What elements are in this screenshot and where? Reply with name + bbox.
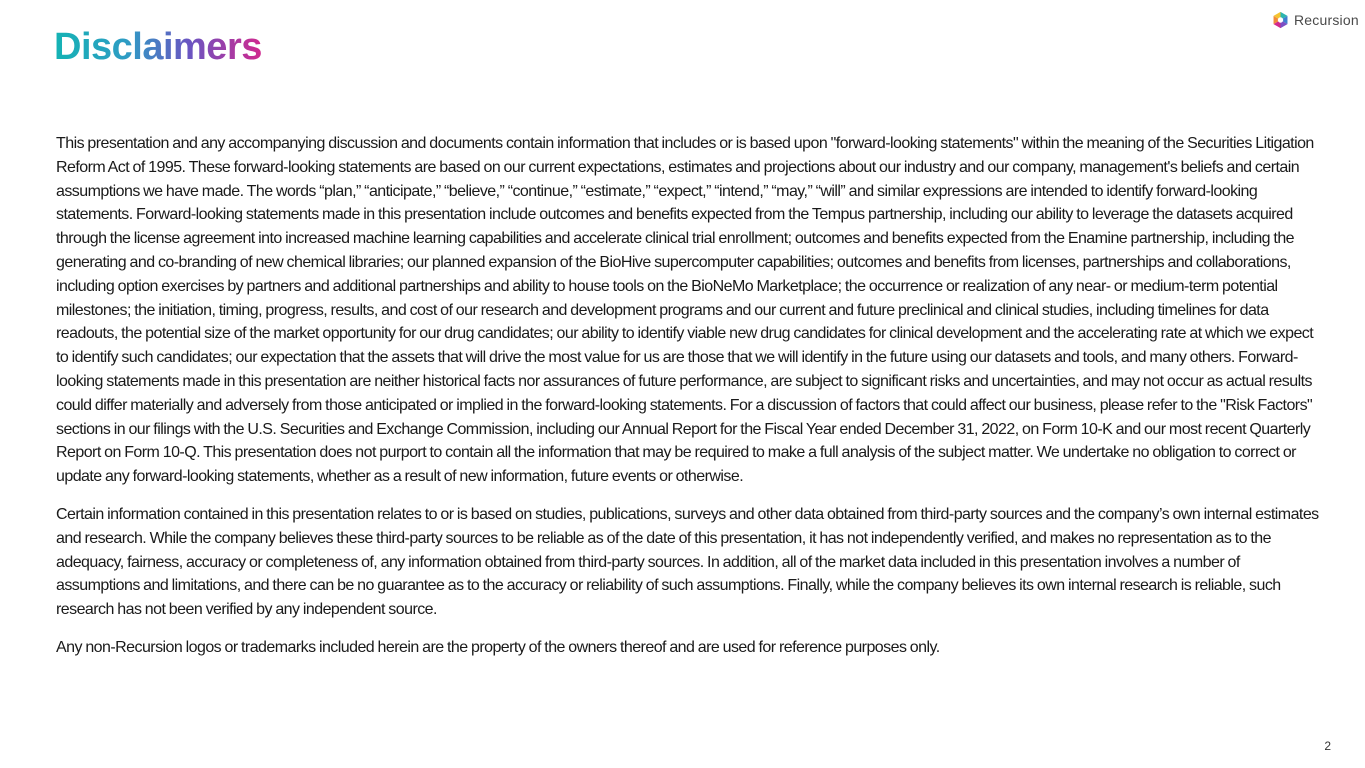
trademark-paragraph: Any non-Recursion logos or trademarks included herein are the property of the owners thereof and are used for reference purposes only. (56, 638, 940, 656)
page-number: 2 (1324, 739, 1331, 753)
recursion-hexagon-logo-icon (1272, 11, 1289, 29)
third-party-data-paragraph: Certain information contained in this presentation relates to or is based on studies, publications, surveys and other data obtained from third-party sources and the company’s own internal estimates and research. While the company believes these third-party sources to be reliable as of the date of this presentation, it has not independently verified, and makes no representation as to the adequacy, fairness, accuracy or completeness of, any information obtained from third-party sources. In addition, all of the market data included in this presentation involves a number of assumptions and limitations, and there can be no guarantee as to the accuracy or reliability of such assumptions. Finally, while the company believes its own internal research is reliable, such research has not been verified by any independent source. (56, 505, 1319, 619)
page-title: Disclaimers (54, 26, 262, 68)
recursion-logo (1272, 11, 1359, 29)
disclaimer-body (56, 132, 1324, 674)
forward-looking-paragraph: This presentation and any accompanying discussion and documents contain information that includes or is based upon "forward-looking statements" within the meaning of the Securities Litigation Reform Act of 1995. These forward-looking statements are based on our current expectations, estimates and projections about our industry and our company, management's beliefs and certain assumptions we have made. The words “plan,” “anticipate,” “believe,” “continue,” “estimate,” “expect,” “intend,” “may,” “will” and similar expressions are intended to identify forward-looking statements. Forward-looking statements made in this presentation include outcomes and benefits expected from the Tempus partnership, including our ability to leverage the datasets acquired through the license agreement into increased machine learning capabilities and accelerate clinical trial enrollment; outcomes and benefits expected from the Enamine partnership, including the generating and co-branding of new chemical libraries; our planned expansion of the BioHive supercomputer capabilities; outcomes and benefits from licenses, partnerships and collaborations, including option exercises by partners and additional partnerships and ability to house tools on the BioNeMo Marketplace; the occurrence or realization of any near- or medium-term potential milestones; the initiation, timing, progress, results, and cost of our research and development programs and our current and future preclinical and clinical studies, including timelines for data readouts, the potential size of the market opportunity for our drug candidates; our ability to identify viable new drug candidates for clinical development and the accelerating rate at which we expect to identify such candidates; our expectation that the assets that will drive the most value for us are those that we will identify in the future using our datasets and tools, and many others. Forward-looking statements made in this presentation are neither historical facts nor assurances of future performance, are subject to significant risks and uncertainties, and may not occur as actual results could differ materially and adversely from those anticipated or implied in the forward-looking statements. For a discussion of factors that could affect our business, please refer to the "Risk Factors" sections in our filings with the U.S. Securities and Exchange Commission, including our Annual Report for the Fiscal Year ended December 31, 2022, on Form 10-K and our most recent Quarterly Report on Form 10-Q. This presentation does not purport to contain all the information that may be required to make a full analysis of the subject matter. We undertake no obligation to correct or update any forward-looking statements, whether as a result of new information, future events or otherwise. (56, 135, 1314, 486)
logo-text: Recursion (1294, 12, 1359, 28)
